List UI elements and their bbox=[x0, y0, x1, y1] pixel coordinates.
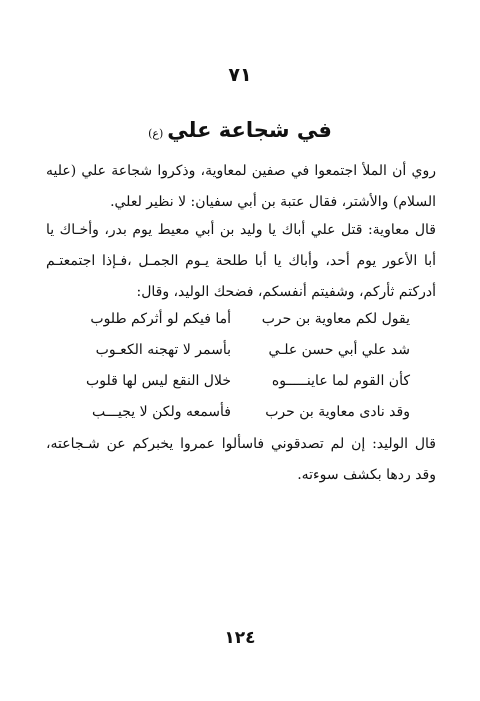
paragraph-1: روي أن الملأ اجتمعوا في صفين لمعاوية، وذكروا شجاعة علي (عليه السلام) والأشتر، فقال عتبة بن أبي سفيان: لا نظير لعلي. bbox=[46, 163, 436, 210]
verse-line bbox=[46, 367, 432, 395]
page-number: ١٢٤ bbox=[224, 628, 256, 648]
verse-first-hemistich: يقول لكم معاوية بن حرب bbox=[261, 311, 410, 327]
verse-second-hemistich: أما فيكم لو أثركم طلوب bbox=[90, 311, 231, 327]
paragraph-3: قال الوليد: إن لم تصدقوني فاسألوا عمروا يخبركم عن شـجاعته، وقد ردها بكشف سوءته. bbox=[46, 436, 436, 483]
verse-line bbox=[46, 398, 432, 426]
verse-first-hemistich: شد علي أبي حسن علـي bbox=[268, 342, 410, 358]
section-heading bbox=[0, 118, 480, 142]
paragraph-2: قال معاوية: قتل علي أباك يا وليد بن أبي معيط يوم بدر، وأخـاك يا أبا الأعور يوم أحد، وأباك يا أبا طلحة يـوم الجمـل ،فـإذا اجتمعتـم أدركتم ثأركم، وشفيتم أنفسكم، فضحك الوليد، وقال: bbox=[46, 222, 436, 300]
heading-honorific: (ع) bbox=[148, 127, 164, 140]
verse-first-hemistich: وقد نادى معاوية بن حرب bbox=[265, 404, 410, 420]
verse-second-hemistich: خلال النقع ليس لها قلوب bbox=[86, 373, 231, 389]
verse-second-hemistich: بأسمر لا تهجنه الكعـوب bbox=[95, 342, 231, 358]
section-number: ٧١ bbox=[228, 64, 252, 86]
verse-line bbox=[46, 336, 432, 364]
verse-second-hemistich: فأسمعه ولكن لا يجيـــب bbox=[91, 404, 231, 420]
heading-title: في شجاعة علي bbox=[167, 118, 332, 142]
verse-first-hemistich: كأن القوم لما عاينـــــوه bbox=[271, 373, 410, 389]
verse-line bbox=[46, 305, 432, 333]
